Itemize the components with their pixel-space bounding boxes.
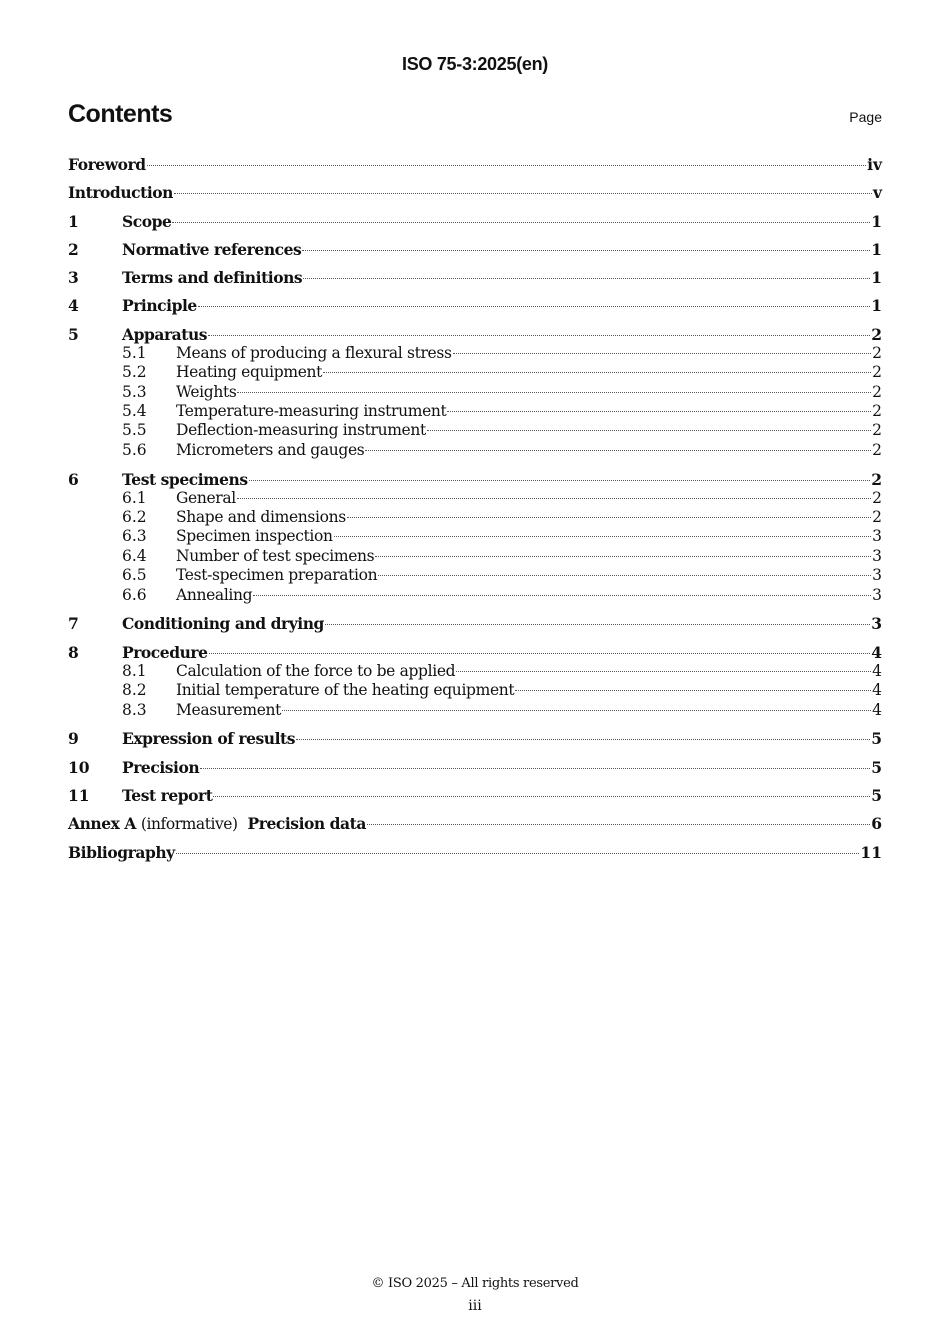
- toc-entry-bibliography[interactable]: [68, 842, 882, 870]
- toc-entry-title: Test report: [122, 786, 213, 806]
- toc-subentry-8-1[interactable]: [68, 662, 882, 681]
- toc-entry-title: Test specimens: [122, 469, 248, 489]
- toc-entry-title: Weights: [176, 382, 237, 401]
- toc-entry-title: Terms and definitions: [122, 268, 303, 288]
- toc-entry-number: 1: [68, 211, 79, 231]
- toc-entry-normative-references[interactable]: [68, 239, 882, 267]
- toc-subentry-6-6[interactable]: [68, 586, 882, 605]
- toc-entry-page: 4: [872, 700, 882, 719]
- dot-leader: [367, 824, 870, 825]
- dot-leader: [282, 710, 871, 711]
- toc-subentry-6-1[interactable]: [68, 489, 882, 508]
- dot-leader: [325, 624, 870, 625]
- toc-entry-title: General: [176, 488, 236, 507]
- toc-entry-title: Scope: [122, 211, 172, 231]
- toc-entry-title: Initial temperature of the heating equipment: [176, 681, 515, 700]
- toc-entry-page: 1: [871, 268, 882, 288]
- toc-entry-page: 4: [872, 681, 882, 700]
- toc-entry-page: 1: [871, 239, 882, 259]
- toc-entry-number: 8.1: [122, 661, 147, 680]
- toc-subentry-5-3[interactable]: [68, 383, 882, 402]
- toc-entry-number: 3: [68, 268, 79, 288]
- toc-entry-number: 5.3: [122, 382, 147, 401]
- toc-entry-page: 3: [872, 546, 882, 565]
- toc-entry-number: 9: [68, 729, 79, 749]
- toc-entry-title: Micrometers and gauges: [176, 440, 365, 459]
- toc-subentry-5-2[interactable]: [68, 363, 882, 382]
- toc-entry-title: Measurement: [176, 700, 282, 719]
- table-of-contents: [68, 154, 882, 870]
- toc-entry-title: Foreword: [68, 155, 146, 174]
- page-number: iii: [468, 1298, 482, 1314]
- toc-entry-number: 6.6: [122, 585, 147, 604]
- toc-entry-number: 8.2: [122, 681, 147, 700]
- dot-leader: [302, 250, 870, 251]
- toc-entry-procedure[interactable]: [68, 642, 882, 662]
- dot-leader: [303, 278, 870, 279]
- toc-subentry-5-1[interactable]: [68, 344, 882, 363]
- toc-entry-page: 1: [871, 296, 882, 316]
- dot-leader: [237, 498, 871, 499]
- toc-entry-page: iv: [867, 155, 882, 174]
- dot-leader: [347, 517, 871, 518]
- toc-entry-title: Deflection-measuring instrument: [176, 421, 426, 440]
- toc-subentry-5-6[interactable]: [68, 441, 882, 460]
- dot-leader: [375, 556, 871, 557]
- dot-leader: [176, 853, 860, 854]
- toc-entry-page: 5: [871, 757, 882, 777]
- dot-leader: [456, 671, 871, 672]
- toc-entry-number: 6.1: [122, 488, 147, 507]
- toc-entry-page: 3: [872, 566, 882, 585]
- toc-entry-page: v: [872, 183, 882, 203]
- toc-entry-page: 2: [872, 488, 882, 507]
- toc-entry-title: Expression of results: [122, 729, 296, 749]
- toc-entry-page: 6: [871, 814, 882, 834]
- toc-entry-page: 3: [872, 527, 882, 546]
- toc-entry-page: 2: [871, 469, 882, 489]
- dot-leader: [253, 595, 871, 596]
- toc-entry-page: 3: [871, 614, 882, 634]
- toc-entry-test-report[interactable]: [68, 785, 882, 813]
- toc-entry-conditioning-and-drying[interactable]: [68, 613, 882, 641]
- toc-entry-title: Heating equipment: [176, 363, 323, 382]
- toc-subentry-6-3[interactable]: [68, 527, 882, 546]
- dot-leader: [174, 193, 872, 194]
- toc-entry-number: 6: [68, 469, 79, 489]
- dot-leader: [208, 335, 870, 336]
- toc-entry-title: Apparatus: [122, 324, 208, 344]
- contents-heading: Contents: [68, 100, 173, 128]
- dot-leader: [365, 450, 871, 451]
- toc-entry-scope[interactable]: [68, 211, 882, 239]
- toc-entry-page: 3: [872, 585, 882, 604]
- dot-leader: [323, 372, 871, 373]
- toc-entry-title: Procedure: [122, 642, 208, 662]
- toc-entry-number: 7: [68, 614, 79, 634]
- toc-entry-page: 2: [872, 421, 882, 440]
- toc-subentry-6-4[interactable]: [68, 547, 882, 566]
- toc-entry-title: Precision: [122, 757, 200, 777]
- toc-entry-page: 2: [872, 440, 882, 459]
- dot-leader: [427, 430, 871, 431]
- toc-subentry-6-5[interactable]: [68, 566, 882, 585]
- dot-leader: [378, 575, 871, 576]
- toc-entry-page: 5: [871, 729, 882, 749]
- toc-entry-foreword[interactable]: [68, 154, 882, 182]
- toc-entry-title: Means of producing a flexural stress: [176, 343, 452, 362]
- toc-entry-number: 6.2: [122, 508, 147, 527]
- toc-entry-number: 5.4: [122, 401, 147, 420]
- toc-entry-page: 4: [871, 642, 882, 662]
- toc-subentry-5-5[interactable]: [68, 421, 882, 440]
- toc-entry-introduction[interactable]: [68, 182, 882, 210]
- toc-entry-title: [68, 813, 366, 835]
- toc-entry-title: Annealing: [176, 585, 253, 604]
- toc-subentry-8-2[interactable]: [68, 681, 882, 700]
- toc-entry-page: 11: [860, 842, 882, 862]
- toc-entry-number: 10: [68, 757, 90, 777]
- dot-leader: [147, 165, 866, 166]
- toc-entry-number: 6.3: [122, 527, 147, 546]
- dot-leader: [249, 480, 871, 481]
- toc-entry-number: 6.5: [122, 566, 147, 585]
- toc-entry-number: 8.3: [122, 700, 147, 719]
- toc-entry-number: 11: [68, 786, 90, 806]
- dot-leader: [198, 306, 870, 307]
- toc-entry-title: Shape and dimensions: [176, 508, 346, 527]
- toc-entry-number: 4: [68, 296, 79, 316]
- toc-entry-page: 4: [872, 661, 882, 680]
- page-column-label: Page: [849, 109, 882, 125]
- toc-entry-apparatus[interactable]: [68, 324, 882, 344]
- toc-subentry-8-3[interactable]: [68, 701, 882, 720]
- toc-entry-title: Number of test specimens: [176, 546, 375, 565]
- dot-leader: [209, 653, 871, 654]
- toc-entry-title: Calculation of the force to be applied: [176, 661, 456, 680]
- toc-entry-page: 2: [871, 324, 882, 344]
- toc-entry-title: Bibliography: [68, 842, 175, 862]
- toc-entry-page: 5: [871, 786, 882, 806]
- toc-entry-number: 8: [68, 642, 79, 662]
- dot-leader: [515, 690, 871, 691]
- toc-entry-page: 2: [872, 343, 882, 362]
- toc-entry-principle[interactable]: [68, 295, 882, 323]
- toc-entry-page: 2: [872, 363, 882, 382]
- toc-entry-title: Normative references: [122, 239, 302, 259]
- dot-leader: [296, 739, 870, 740]
- toc-entry-expression-of-results[interactable]: [68, 728, 882, 756]
- toc-entry-page: 2: [872, 382, 882, 401]
- toc-entry-number: 5.2: [122, 363, 147, 382]
- annex-label: Annex A: [68, 814, 136, 834]
- toc-entry-title: Conditioning and drying: [122, 614, 324, 634]
- toc-entry-number: 6.4: [122, 546, 147, 565]
- dot-leader: [453, 353, 872, 354]
- dot-leader: [213, 796, 870, 797]
- dot-leader: [447, 411, 871, 412]
- toc-entry-title: Specimen inspection: [176, 527, 333, 546]
- toc-entry-number: 5: [68, 324, 79, 344]
- toc-entry-page: 2: [872, 508, 882, 527]
- toc-entry-terms-and-definitions[interactable]: [68, 267, 882, 295]
- toc-entry-title: Introduction: [68, 183, 173, 203]
- copyright-notice: © ISO 2025 – All rights reserved: [371, 1276, 579, 1291]
- annex-title: Precision data: [247, 814, 366, 834]
- toc-entry-annex-a[interactable]: [68, 813, 882, 841]
- toc-subentry-5-4[interactable]: [68, 402, 882, 421]
- toc-entry-title: Principle: [122, 296, 197, 316]
- toc-entry-number: 5.5: [122, 421, 147, 440]
- annex-note: (informative): [140, 815, 238, 834]
- dot-leader: [334, 536, 871, 537]
- toc-entry-number: 5.6: [122, 440, 147, 459]
- toc-entry-title: Temperature-measuring instrument: [176, 401, 447, 420]
- document-id-header: ISO 75-3:2025(en): [402, 54, 548, 74]
- dot-leader: [200, 768, 870, 769]
- toc-entry-precision[interactable]: [68, 757, 882, 785]
- dot-leader: [172, 222, 870, 223]
- toc-entry-test-specimens[interactable]: [68, 469, 882, 489]
- toc-entry-page: 2: [872, 401, 882, 420]
- toc-entry-title: Test-specimen preparation: [176, 566, 378, 585]
- dot-leader: [237, 392, 871, 393]
- toc-subentry-6-2[interactable]: [68, 508, 882, 527]
- toc-entry-number: 2: [68, 239, 79, 259]
- toc-entry-number: 5.1: [122, 343, 147, 362]
- toc-entry-page: 1: [871, 211, 882, 231]
